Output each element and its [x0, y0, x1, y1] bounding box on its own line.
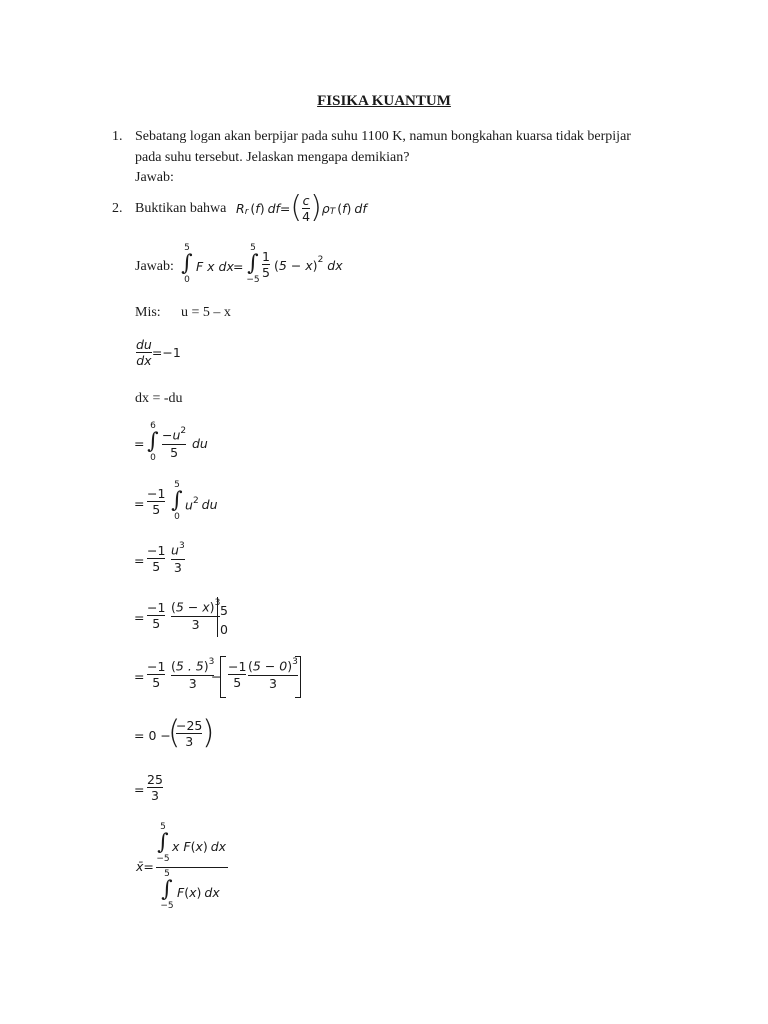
- fraction-minus1-over-5: $\frac{-1}{5}$: [147, 543, 166, 574]
- integral-4: 5 ∫ 0: [171, 480, 183, 522]
- integral-3: 6 ∫ 0: [147, 421, 159, 463]
- fraction-minus1-over-5: $\frac{-1}{5}$: [147, 486, 166, 517]
- question-1-line-1: Sebatang logan akan berpijar pada suhu 1100 K, namun bongkahan kuarsa tidak berpijar: [135, 129, 631, 144]
- fraction-neg25-over-3: $\frac{-25}{3}$: [176, 718, 203, 749]
- integral-1: 5 ∫ 0: [181, 243, 193, 285]
- question-1-answer-label: Jawab:: [135, 170, 174, 185]
- fraction-5-minus-0-cubed-over-3: $\frac{(5 - 0)^3}{3}$: [248, 657, 298, 692]
- symbol-R: R: [236, 200, 245, 216]
- symbol-f: f: [255, 200, 260, 216]
- fraction-minus1-over-5: $\frac{-1}{5}$: [228, 659, 247, 690]
- subscript-T: T: [329, 207, 336, 217]
- fraction-minus1-over-5: $\frac{-1}{5}$: [147, 659, 166, 690]
- numerator-xFxdx: x F(x) dx: [172, 839, 227, 854]
- symbol-df: df: [267, 200, 280, 216]
- fraction-1-over-5: $\frac{1}{5}$: [262, 249, 270, 280]
- fraction-5dot5-cubed-over-3: $\frac{(5 . 5)^3}{3}$: [171, 657, 215, 692]
- derivative-du-dx: $\frac{du}{dx}$ = −1: [136, 337, 181, 368]
- integrand-Fxdx: F x dx: [196, 259, 234, 274]
- subscript-r: r: [244, 207, 249, 217]
- substitution-equation: u = 5 – x: [181, 305, 231, 320]
- fraction-minus1-over-5: $\frac{-1}{5}$: [147, 600, 166, 631]
- main-fraction-bar: [156, 867, 228, 868]
- left-bracket: [220, 656, 226, 698]
- question-1-number: 1.: [112, 129, 123, 144]
- question-1-line-2: pada suhu tersebut. Jelaskan mengapa demikian?: [135, 150, 410, 165]
- dx-equation: dx = -du: [135, 391, 183, 406]
- evaluation-bar: [217, 597, 218, 637]
- zero-minus: = 0 −: [134, 728, 171, 743]
- integral-sign-icon: ∫: [161, 877, 173, 902]
- xbar-symbol: x̄=: [136, 859, 154, 874]
- question-2-answer-label: Jawab:: [135, 259, 174, 274]
- symbol-rho: ρ: [321, 200, 330, 216]
- substitution-label: Mis:: [135, 305, 161, 320]
- fraction-c-over-4: $\frac{c}{4}$: [302, 192, 311, 224]
- integral-denominator: 5 ∫ −5: [160, 869, 174, 911]
- denominator-Fxdx: F(x) dx: [177, 885, 220, 900]
- fraction-25-over-3: $\frac{25}{3}$: [147, 772, 163, 803]
- integral-sign-icon: ∫: [157, 830, 169, 855]
- equals-sign: =: [279, 200, 291, 216]
- document-title: FISIKA KUANTUM: [317, 93, 451, 109]
- fraction-u-cubed-over-3: $\frac{u^3}{3}$: [171, 541, 185, 576]
- question-2-number: 2.: [112, 201, 123, 216]
- integral-numerator: 5 ∫ −5: [156, 822, 170, 864]
- question-2-prompt: Buktikan bahwa: [135, 201, 227, 216]
- document-page: FISIKA KUANTUM 1. Sebatang logan akan berpijar pada suhu 1100 K, namun bongkahan kuarsa tidak berpijar pada suhu tersebut. Jelaskan mengapa demikian? Jawab: 2. Buktikan bahwa R r ( f ) df = ( $\frac{c}{4}$ ) ρ T ( f ) df Jawab: 5 ∫ 0 F x dx = 5 ∫ −5 $\frac{1}{5}$ ( 5 − x ) 2 dx Mis: u = 5 – x $\frac{du}{dx}$ = −1 dx = -du = 6 ∫ 0 $\frac{-u^2}{5}$ du = $\frac{-1}{5}$ 5 ∫ 0 $u^2$ du = $\frac{-1}{5}$ $\frac{u^3}{3}$ = $\frac{-1}{5}$ $\frac{(5 - x)^3}{3}$ 5 0 = $\frac{-1}{5}$ $\frac{(5 . 5)^3}{3}$ − $\frac{-1}{5}$ $\frac{(5 - 0)^3}{3}$ = 0 − ( $\frac{-25}{3}$ ) = $\frac{25}{3}$ x̄= 5 ∫ −5 x F(x) dx 5 ∫ −5 F(x) dx: [0, 0, 768, 1024]
- right-bracket: [295, 656, 301, 698]
- integral-sign-icon: ∫: [247, 251, 259, 276]
- lower-limit: 0: [220, 622, 228, 637]
- upper-limit: 5: [220, 603, 228, 618]
- integral-sign-icon: ∫: [147, 429, 159, 454]
- integral-2: 5 ∫ −5: [244, 243, 262, 285]
- integral-sign-icon: ∫: [181, 251, 193, 276]
- fraction-neg-u-sq-over-5: $\frac{-u^2}{5}$: [162, 426, 187, 461]
- integral-sign-icon: ∫: [171, 488, 183, 513]
- fraction-5-minus-x-cubed-over-3: $\frac{(5 - x)^3}{3}$: [171, 598, 221, 633]
- u-squared-du: $u^2$ du: [185, 496, 218, 513]
- factor-5-minus-x-squared: ( 5 − x ) 2 dx: [274, 255, 343, 273]
- question-2-formula: R r ( f ) df = ( $\frac{c}{4}$ ) ρ T ( f ) df: [236, 190, 367, 225]
